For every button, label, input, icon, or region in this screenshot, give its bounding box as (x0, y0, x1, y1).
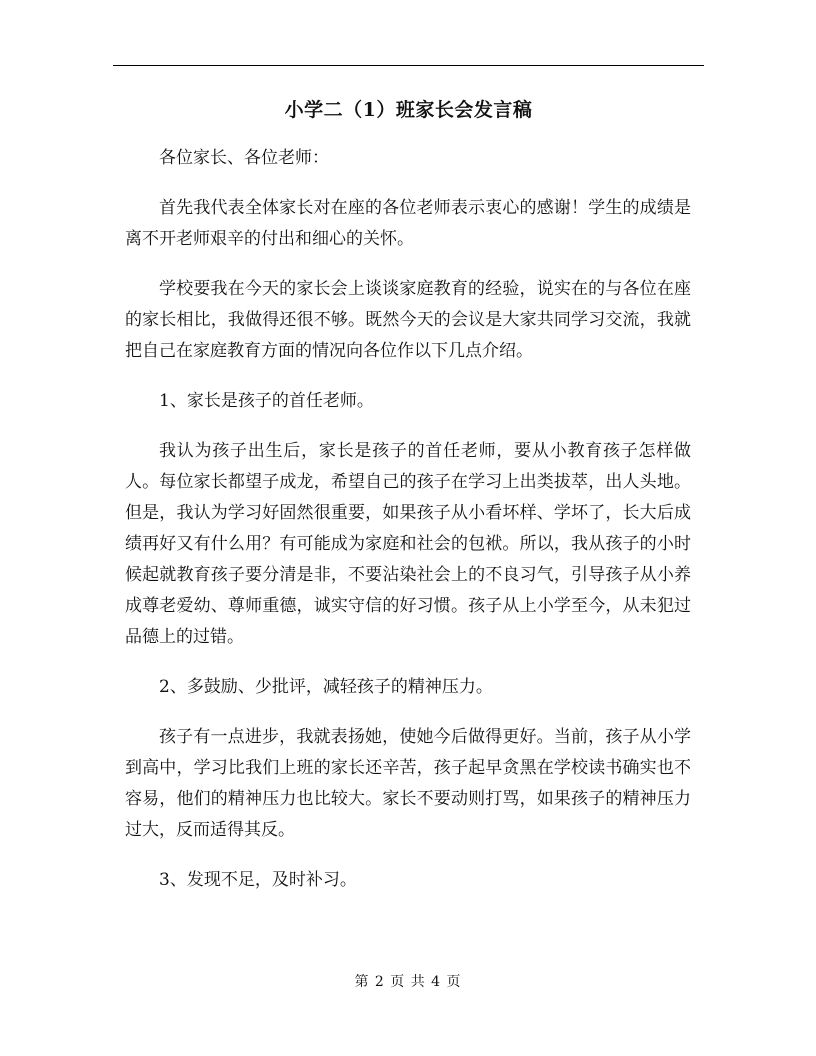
heading-point-2: 2、多鼓励、少批评，减轻孩子的精神压力。 (159, 677, 493, 697)
paragraph-salutation: 各位家长、各位老师： (159, 148, 329, 168)
heading-point-1: 1、家长是孩子的首任老师。 (159, 391, 374, 411)
document-body (125, 143, 691, 915)
paragraph-thanks: 首先我代表全体家长对在座的各位老师表示衷心的感谢！学生的成绩是离不开老师艰辛的付出和细心的关怀。 (125, 198, 691, 249)
document-title: 小学二（1）班家长会发言稿 (284, 99, 533, 121)
paragraph-point-1: 我认为孩子出生后，家长是孩子的首任老师，要从小教育孩子怎样做人。每位家长都望子成龙，希望自己的孩子在学习上出类拔萃，出人头地。但是，我认为学习好固然很重要，如果孩子从小看坏样、学坏了，长大后成绩再好又有什么用？有可能成为家庭和社会的包袱。所以，我从孩子的小时候起就教育孩子要分清是非，不要沾染社会上的不良习气，引导孩子从小养成尊老爱幼、尊师重德，诚实守信的好习惯。孩子从上小学至今，从未犯过品德上的过错。 (125, 441, 691, 647)
paragraph-intro: 学校要我在今天的家长会上谈谈家庭教育的经验，说实在的与各位在座的家长相比，我做得还很不够。既然今天的会议是大家共同学习交流，我就把自己在家庭教育方面的情况向各位作以下几点介绍。 (125, 279, 691, 361)
paragraph-point-2: 孩子有一点进步，我就表扬她，使她今后做得更好。当前，孩子从小学到高中，学习比我们上班的家长还辛苦，孩子起早贪黑在学校读书确实也不容易，他们的精神压力也比较大。家长不要动则打骂，如果孩子的精神压力过大，反而适得其反。 (125, 727, 691, 840)
header-rule (113, 65, 704, 66)
heading-point-3: 3、发现不足，及时补习。 (159, 870, 357, 890)
page-number-footer: 第 2 页 共 4 页 (354, 974, 462, 990)
